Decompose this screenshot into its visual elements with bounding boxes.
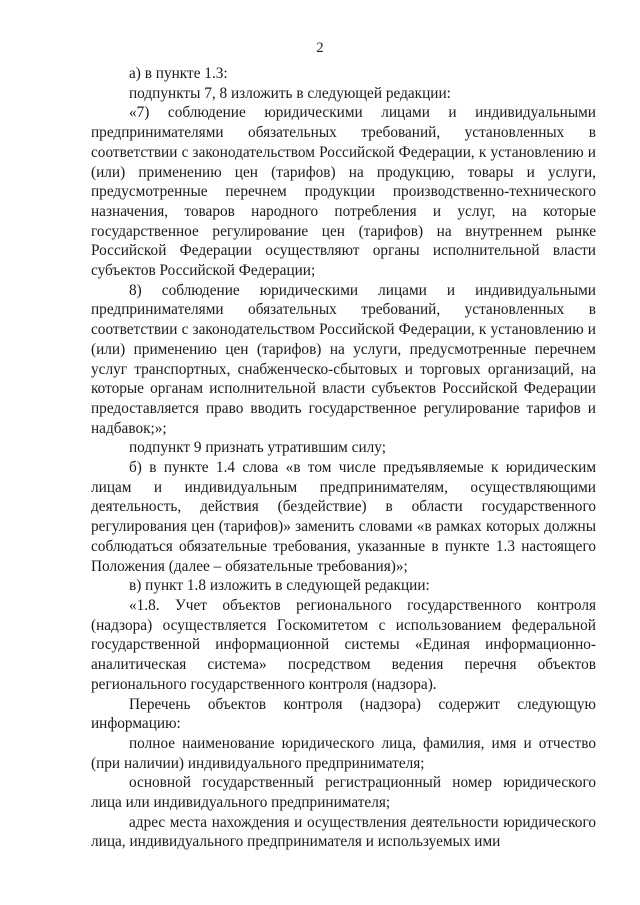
- paragraph: полное наименование юридического лица, фамилия, имя и отчество (при наличии) индивидуального предпринимателя;: [91, 734, 596, 772]
- paragraph: «7) соблюдение юридическими лицами и индивидуальными предпринимателями обязательных требований, установленных в соответствии с законодательством Российской Федерации, к установлению и (или) применению цен (тарифов) на продукцию, товары и услуги, предусмотренные перечнем продукции производственно-технического назначения, товаров народного потребления и услуг, на которые государственное регулирование цен (тарифов) на внутреннем рынке Российской Федерации осуществляют органы исполнительной власти субъектов Российской Федерации;: [91, 104, 596, 280]
- paragraph: 8) соблюдение юридическими лицами и индивидуальными предпринимателями обязательных требований, установленных в соответствии с законодательством Российской Федерации, к установлению и (или) применению цен (тарифов) на услуги, предусмотренные перечнем услуг транспортных, снабженческо-сбытовых и торговых организаций, на которые органам исполнительной власти субъектов Российской Федерации предоставляется право вводить государственное регулирование тарифов и надбавок;»;: [91, 281, 596, 437]
- page-number: 2: [316, 40, 324, 56]
- paragraph: основной государственный регистрационный номер юридического лица или индивидуального предпринимателя;: [91, 774, 596, 812]
- paragraph: а) в пункте 1.3:: [129, 65, 228, 82]
- paragraph: в) пункт 1.8 изложить в следующей редакции:: [129, 577, 430, 595]
- paragraph: адрес места нахождения и осуществления деятельности юридического лица, индивидуального предпринимателя и используемых ими: [91, 813, 596, 851]
- document-body: [91, 64, 596, 852]
- paragraph: б) в пункте 1.4 слова «в том числе предъявляемые к юридическим лицам и индивидуальным предпринимателям, осуществляющими деятельность, действия (бездействие) в области государственного регулирования цен (тарифов)» заменить словами «в рамках которых должны соблюдаться обязательные требования, указанные в пункте 1.3 настоящего Положения (далее – обязательные требования)»;: [91, 459, 596, 575]
- paragraph: Перечень объектов контроля (надзора) содержит следующую информацию:: [91, 695, 596, 733]
- paragraph: «1.8. Учет объектов регионального государственного контроля (надзора) осуществляется Госкомитетом с использованием федеральной государственной информационной системы «Единая информационно-аналитическая система» посредством ведения перечня объектов регионального государственного контроля (надзора).: [91, 596, 596, 693]
- paragraph: подпункты 7, 8 изложить в следующей редакции:: [129, 84, 451, 102]
- paragraph: подпункт 9 признать утратившим силу;: [129, 439, 386, 457]
